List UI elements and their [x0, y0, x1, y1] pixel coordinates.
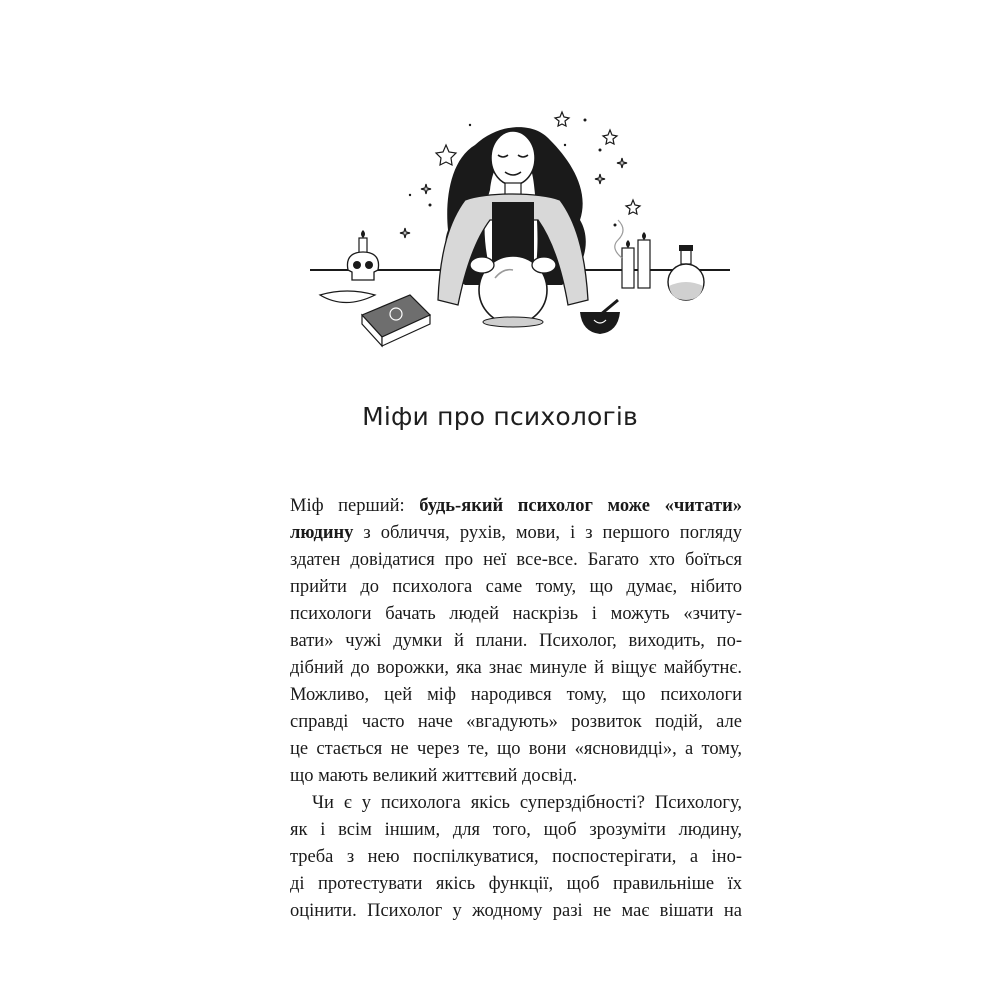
body-text [290, 493, 742, 925]
text-line: ді протестувати якісь функції, щоб правильніше їх [290, 874, 742, 894]
text-line: здатен довідатися про неї все-все. Багато хто боїться [290, 550, 742, 570]
book-icon [362, 295, 430, 346]
mortar-icon [580, 300, 620, 334]
text-line: це стається не через те, що вони «ясновидці», а тому, [290, 739, 742, 759]
text-line: справді часто наче «вгадують» розвиток подій, але [290, 712, 742, 732]
fortune-teller-illustration [300, 100, 740, 350]
text-line [290, 520, 742, 547]
text-segment: з обличчя, рухів, мови, і з першого погляду [353, 523, 742, 543]
text-line [290, 493, 742, 520]
text-line: Можливо, цей міф народився тому, що психологи [290, 685, 742, 705]
text-line: що мають великий життєвий досвід. [290, 766, 578, 786]
skull-candle-icon [347, 230, 378, 280]
text-line: оцінити. Психолог у жодному разі не має вішати на [290, 901, 742, 921]
text-line: прийти до психолога саме тому, що думає, нібито [290, 577, 742, 597]
text-segment: Міф перший: [290, 496, 420, 516]
text-line: дібний до ворожки, яка знає минуле й віщує майбутнє. [290, 658, 742, 678]
text-line: Чи є у психолога якісь суперздібності? Психологу, [312, 793, 742, 813]
bold-phrase: будь-який психолог може «читати» [419, 496, 742, 516]
text-line: психологи бачать людей наскрізь і можуть «зчиту- [290, 604, 742, 624]
bold-phrase: людину [290, 523, 354, 543]
text-line: вати» чужі думки й плани. Психолог, виходить, по- [290, 631, 742, 651]
candles-icon [615, 220, 650, 288]
potion-icon [668, 245, 704, 300]
text-line: як і всім іншим, для того, щоб зрозуміти людину, [290, 820, 742, 840]
text-line: треба з нею поспілкуватися, поспостерігати, а іно- [290, 847, 742, 867]
chapter-title: Міфи про психологів [362, 402, 638, 431]
